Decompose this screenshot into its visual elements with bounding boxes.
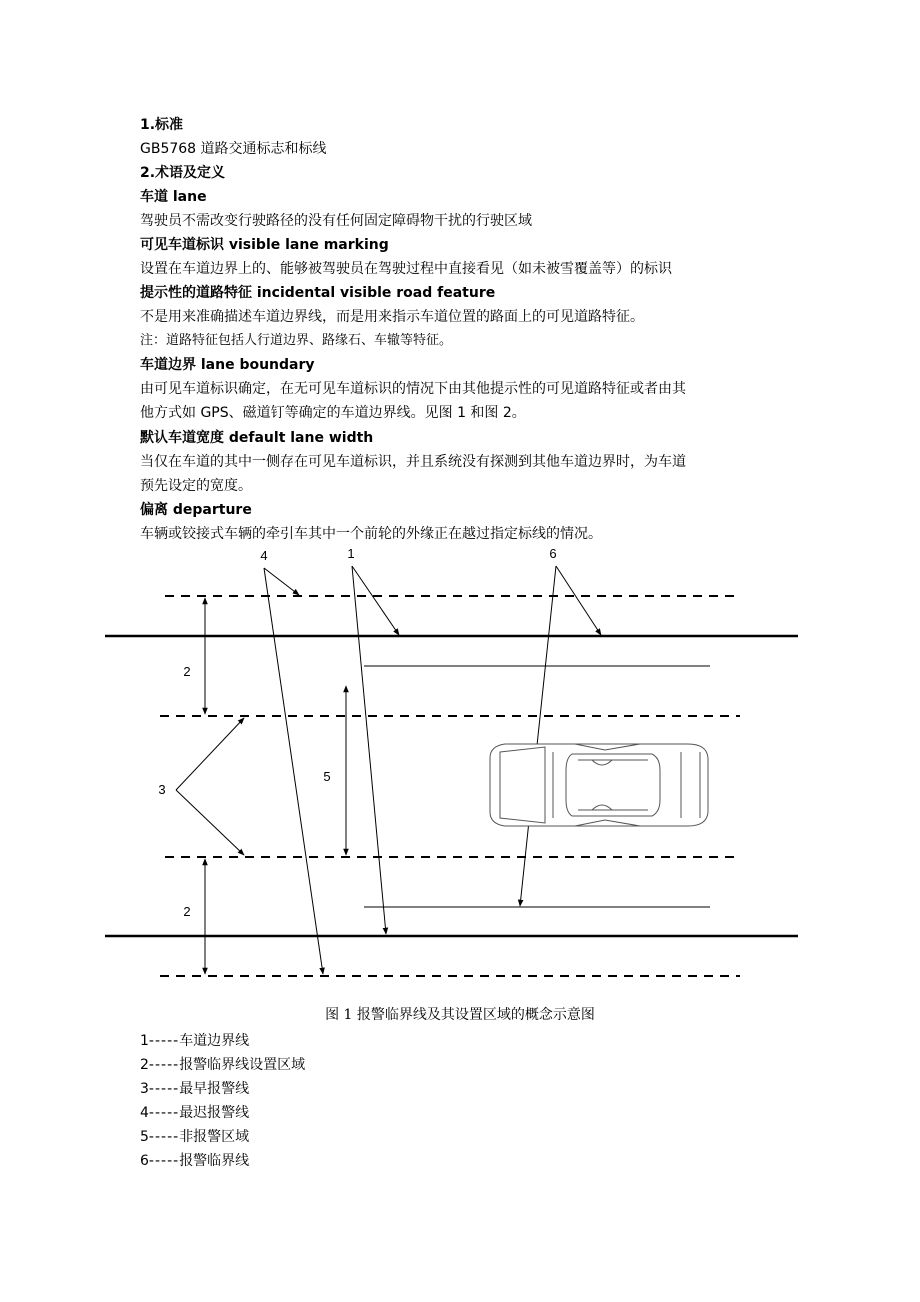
leader-6b xyxy=(520,566,556,906)
term-body: 设置在车道边界上的、能够被驾驶员在驾驶过程中直接看见（如未被雪覆盖等）的标识 xyxy=(140,261,672,277)
term-body: 车辆或铰接式车辆的牵引车其中一个前轮的外缘正在越过指定标线的情况。 xyxy=(140,526,602,542)
legend-num: 1 xyxy=(140,1033,149,1049)
standard-reference: GB5768 道路交通标志和标线 xyxy=(140,141,327,157)
legend-label: 最迟报警线 xyxy=(179,1105,250,1121)
callout-2-bottom: 2 xyxy=(183,904,191,919)
section2-heading: 2.术语及定义 xyxy=(140,165,226,181)
leader-4b xyxy=(264,568,323,974)
legend-num: 5 xyxy=(140,1129,149,1145)
legend-label: 车道边界线 xyxy=(179,1033,250,1049)
term-title-departure: 偏离 departure xyxy=(140,502,252,518)
term-title-lane-boundary: 车道边界 lane boundary xyxy=(140,357,315,373)
legend-label: 报警临界线设置区域 xyxy=(179,1057,306,1073)
term-body: 由可见车道标识确定，在无可见车道标识的情况下由其他提示性的可见道路特征或者由其 xyxy=(140,381,686,397)
legend-item xyxy=(140,1079,249,1099)
legend-label: 非报警区域 xyxy=(179,1129,250,1145)
term-title-default-lane-width: 默认车道宽度 default lane width xyxy=(140,430,374,446)
legend-item xyxy=(140,1103,249,1123)
legend-dash: ----- xyxy=(148,1057,180,1073)
term-body: 驾驶员不需改变行驶路径的没有任何固定障碍物干扰的行驶区域 xyxy=(140,213,532,229)
legend-dash: ----- xyxy=(148,1081,180,1097)
callout-1: 1 xyxy=(347,546,355,561)
legend-label: 报警临界线 xyxy=(179,1153,250,1169)
legend-item xyxy=(140,1031,249,1051)
leader-3b xyxy=(176,790,244,855)
leader-3a xyxy=(176,718,244,790)
term-title-incidental-road-feature: 提示性的道路特征 incidental visible road feature xyxy=(140,285,496,301)
legend-num: 2 xyxy=(140,1057,149,1073)
term-title-lane: 车道 lane xyxy=(140,189,207,205)
car-icon xyxy=(490,744,708,826)
leader-1a xyxy=(352,566,399,635)
legend-dash: ----- xyxy=(148,1129,180,1145)
leader-6a xyxy=(556,566,601,635)
term-body: 不是用来准确描述车道边界线，而是用来指示车道位置的路面上的可见道路特征。 xyxy=(140,309,644,325)
callout-2-top: 2 xyxy=(183,664,191,679)
callout-3: 3 xyxy=(158,782,166,797)
legend-dash: ----- xyxy=(148,1153,180,1169)
term-body: 预先设定的宽度。 xyxy=(140,478,252,494)
term-note: 注：道路特征包括人行道边界、路缘石、车辙等特征。 xyxy=(140,333,453,348)
legend-num: 6 xyxy=(140,1153,149,1169)
legend-dash: ----- xyxy=(148,1105,180,1121)
term-body: 他方式如 GPS、磁道钉等确定的车道边界线。见图 1 和图 2。 xyxy=(140,405,526,421)
legend-item xyxy=(140,1151,249,1171)
legend-num: 3 xyxy=(140,1081,149,1097)
callout-5: 5 xyxy=(323,769,331,784)
lane-departure-diagram xyxy=(0,540,920,990)
callout-4: 4 xyxy=(260,548,268,563)
figure-caption: 图 1 报警临界线及其设置区域的概念示意图 xyxy=(325,1007,595,1023)
legend-item xyxy=(140,1127,249,1147)
term-body: 当仅在车道的其中一侧存在可见车道标识，并且系统没有探测到其他车道边界时，为车道 xyxy=(140,454,686,470)
legend-dash: ----- xyxy=(148,1033,180,1049)
callout-6: 6 xyxy=(549,546,557,561)
legend-label: 最早报警线 xyxy=(179,1081,250,1097)
leader-1b xyxy=(352,566,386,934)
leader-4a xyxy=(264,568,299,595)
term-title-visible-lane-marking: 可见车道标识 visible lane marking xyxy=(140,237,389,253)
legend-num: 4 xyxy=(140,1105,149,1121)
legend-item xyxy=(140,1055,305,1075)
section1-heading: 1.标准 xyxy=(140,117,184,133)
